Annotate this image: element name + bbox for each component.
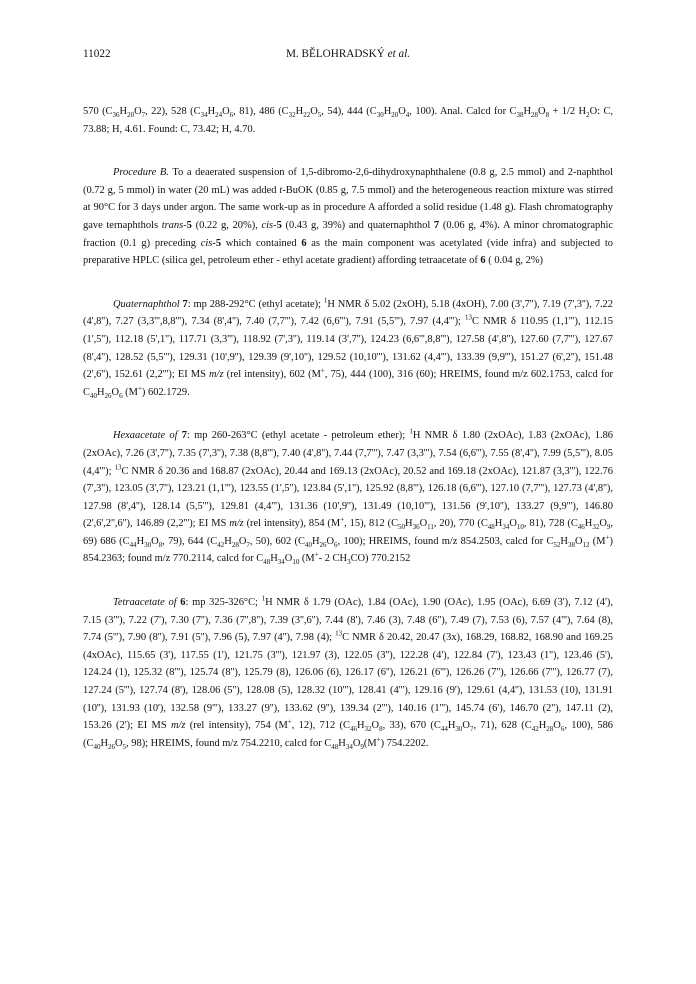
paragraph-quaternaphthol-7: Quaternaphthol 7: mp 288-292°C (ethyl acetate); $^1$H NMR δ 5.02 (2xOH), 5.18 (4xOH), 7.00 (3',7''), 7.19 (7',3''), 7.22 (4',8''), 7.27 (3,3''',8,8'''), 7.34 (8',4''), 7.40 (7,7'''), 7.42 (6,6'''), 7.91 (5,5'''), 7.97 (4,4'''); $^{13}$C NMR δ 110.95 (1,1'''), 112.15 (1',5''), 112.18 (5',1''), 117.71 (3,3'''), 118.92 (7',3''), 119.14 (3',7''), 124.23 (6,6''',8,8'''), 127.58 (4',8''), 127.60 (7,7'''), 127.67 (8',4''), 128.52 (5,5'''), 129.31 (10',9''), 129.39 (9',10''), 129.52 (10,10'''), 131.62 (4,4'''), 133.39 (9,9'''), 151.27 (6',2''), 151.48 (2',6''), 152.61 (2,2'''); EI MS m/z (rel intensity), 602 (M+, 75), 444 (100), 316 (60); HREIMS, found m/z 602.1753, calcd for $C_{40}H_{26}O_6$ (M+) 602.1729.	[83, 296, 614, 400]
paragraph-elemental-analysis: 570 ($C_{36}H_{20}O_7$, 22), 528 ($C_{34}H_{24}O_6$, 81), 486 ($C_{32}H_{22}O_5$, 54), 444 ($C_{30}H_{20}O_4$, 100). Anal. Calcd for $C_{38}H_{28}O_8 + 1/2$ $H_2O$: C, 73.88; H, 4.61. Found: C, 73.42; H, 4.70.	[83, 106, 614, 135]
paragraph-tetraacetate-6: Tetraacetate of 6: mp 325-326°C; $^1$H NMR δ 1.79 (OAc), 1.84 (OAc), 1.90 (OAc), 1.95 (OAc), 6.69 (3'), 7.12 (4'), 7.15 (3'''), 7.22 (7'), 7.30 (7''), 7.36 (7'',8''), 7.39 (3'',6''), 7.44 (8'), 7.46 (3), 7.48 (6''), 7.49 (7), 7.53 (6), 7.57 (4'''), 7.64 (8), 7.74 (5'''), 7.90 (8''), 7.91 (5''), 7.96 (5), 7.97 (4''), 7.98 (4); $^{13}$C NMR δ 20.42, 20.47 (3x), 168.29, 168.82, 168.90 and 169.25 (4xOAc), 115.65 (3'), 117.55 (1'), 121.75 (3'''), 121.97 (3), 122.05 (3''), 122.28 (4'), 122.84 (7'), 123.43 (1''), 123.46 (5'), 124.24 (1), 125.32 (8'''), 125.74 (8''), 125.79 (8), 126.06 (6), 126.17 (6''), 126.21 (6'''), 126.26 (7''), 126.66 (7'''), 126.77 (7), 127.24 (5'''), 127.74 (8'), 128.06 (5''), 128.08 (5), 128.32 (10'''), 128.41 (4'''), 129.16 (9'), 129.61 (4,4''), 131.53 (10), 131.91 (10''), 131.93 (10'), 132.58 (9'''), 133.27 (9''), 133.62 (9''), 139.34 (2'''), 140.16 (1'''), 145.74 (6'), 146.70 (2''), 147.11 (2), 153.26 (2'); EI MS m/z (rel intensity), 754 (M+, 12), 712 ($C_{46}H_{32}O_8$, 33), 670 ($C_{44}H_{30}O_7$, 71), 628 ($C_{42}H_{28}O_6$, 100), 586 ($C_{40}H_{26}O_5$, 98); HREIMS, found m/z 754.2210, calcd for $C_{48}H_{34}O_9(M^+)$ 754.2202.	[83, 594, 614, 751]
article-body	[83, 103, 613, 752]
page-number: 11022	[83, 48, 111, 60]
paragraph-procedure-b: Procedure B. To a deaerated suspension of 1,5-dibromo-2,6-dihydroxynaphthalene (0.8 g, 2.5 mmol) and 2-naphthol (0.72 g, 5 mmol) in water (20 mL) was added t-BuOK (0.85 g, 7.5 mmol) and the heterogeneous reaction mixture was stirred at 90°C for 3 days under argon. The same work-up as in procedure A afforded a solid residue (1.48 g). Flash chromatography gave ternaphthols trans-5 (0.22 g, 20%), cis-5 (0.43 g, 39%) and quaternaphthol 7 (0.06 g, 4%). A minor chromatographic fraction (0.1 g) preceding cis-5 which contained 6 as the main component was acetylated (vide infra) and subjected to preparative HPLC (silica gel, petroleum ether - ethyl acetate gradient) affording tetraacetate of 6 ( 0.04 g, 2%)	[83, 167, 613, 267]
running-head	[83, 48, 613, 64]
paragraph-hexaacetate-7: Hexaacetate of 7: mp 260-263°C (ethyl acetate - petroleum ether); $^1$H NMR δ 1.80 (2xOAc), 1.83 (2xOAc), 1.86 (2xOAc), 7.26 (3',7''), 7.35 (7',3''), 7.38 (8,8'''), 7.40 (4',8''), 7.44 (7,7'''), 7.47 (3,3'''), 7.54 (6,6'''), 7.55 (8',4''), 7.99 (5,5'''), 8.05 (4,4'''); $^{13}$C NMR δ 20.36 and 168.87 (2xOAc), 20.44 and 169.13 (2xOAc), 20.52 and 169.18 (2xOAc), 121.87 (3,3'''), 122.76 (7',3''), 123.05 (3',7''), 123.21 (1,1'''), 123.55 (1',5''), 123.84 (5',1''), 125.92 (8,8'''), 126.18 (6,6'''), 127.10 (7,7'''), 127.73 (4',8''), 127.98 (8',4''), 128.14 (5,5'''), 129.81 (4,4'''), 131.36 (10',9''), 131.49 (10,10'''), 131.56 (9',10''), 133.27 (9,9'''), 146.80 (2',6',2'',6''), 146.89 (2,2'''); EI MS m/z (rel intensity), 854 (M+, 15), 812 ($C_{50}H_{36}O_{11}$, 20), 770 ($C_{48}H_{34}O_{10}$, 81), 728 ($C_{46}H_{32}O_9$, 69) 686 ($C_{44}H_{30}O_8$, 79), 644 ($C_{42}H_{28}O_7$, 50), 602 ($C_{40}H_{26}O_6$, 100); HREIMS, found m/z 854.2503, calcd for $C_{52}H_{38}O_{12}$ (M+) 854.2363; found m/z 770.2114, calcd for $C_{48}H_{34}O_{10}$ (M+- 2 $CH_3CO$) 770.2152	[83, 427, 614, 567]
running-title-et-al: et al.	[387, 48, 410, 60]
running-title-authors: M. BĚLOHRADSKÝ	[285, 48, 385, 60]
running-title	[83, 48, 613, 60]
